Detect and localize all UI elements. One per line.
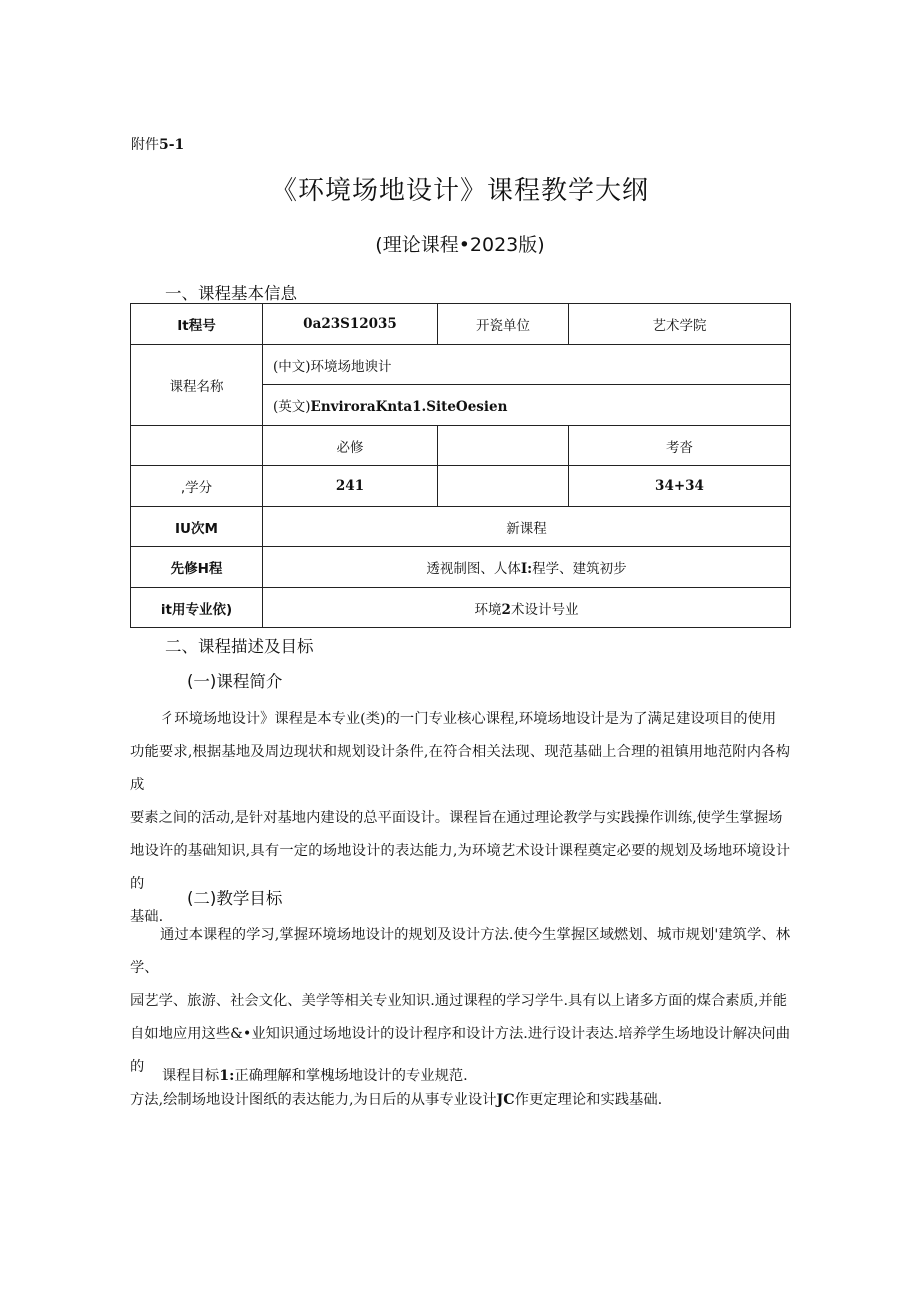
prerequisite-text-a: 透视制图、人体 xyxy=(426,561,521,577)
attachment-prefix: 附件 xyxy=(131,137,159,153)
level-value: 新课程 xyxy=(263,507,791,547)
course-goal-1 xyxy=(162,1065,468,1085)
credit-label: ,学分 xyxy=(131,466,263,507)
table-row xyxy=(131,547,791,588)
paragraph-line xyxy=(130,1084,790,1117)
course-name-en-prefix: (英文) xyxy=(273,399,311,415)
table-row xyxy=(131,588,791,628)
course-info-table xyxy=(130,303,791,628)
course-name-en xyxy=(263,385,791,426)
credit-value: 241 xyxy=(263,466,438,507)
prerequisite-mark: I: xyxy=(520,561,533,577)
paragraph-line: 园艺学、旅游、社会文化、美学等相关专业知识.通过课程的学习学牛.具有以上诸多方面的煤合素质,并能 xyxy=(130,993,787,1009)
empty-cell xyxy=(438,426,569,466)
paragraph-line: 自如地应用这些&•业知识通过场地设计的设计程序和设计方法.进行设计表达.培养学生场地设计解决问曲的 xyxy=(130,1026,790,1075)
applicable-major-value xyxy=(263,588,791,628)
section-heading-basic-info: 一、课程基本信息 xyxy=(165,284,297,303)
teaching-goal-paragraph xyxy=(130,919,790,1117)
goal1-number: 1: xyxy=(219,1068,235,1084)
unit-value: 艺术学院 xyxy=(569,304,791,345)
paragraph-line: 地设许的基础知识,具有一定的场地设计的表达能力,为环境艺术设计课程奠定必要的规划及场地环境设计的 xyxy=(130,843,790,892)
major-mark: 2 xyxy=(501,601,511,618)
major-text-b: 术设计号业 xyxy=(510,601,579,618)
prerequisite-value xyxy=(263,547,791,588)
document-subtitle: (理论课程•2023版) xyxy=(375,234,545,256)
goal1-text: 正确理解和掌槐场地设计的专业规范. xyxy=(234,1068,468,1084)
course-code-value: 0a23S12035 xyxy=(263,304,438,345)
attachment-label xyxy=(131,134,184,154)
applicable-major-label: it用专业依) xyxy=(131,588,263,628)
table-row xyxy=(131,466,791,507)
paragraph-line: 要素之间的活动,是针对基地内建设的总平面设计。课程旨在通过理论教学与实践操作训练,使学生掌握场 xyxy=(130,810,783,826)
hours-value: 34+34 xyxy=(569,466,791,507)
prerequisite-text-b: 程学、建筑初步 xyxy=(532,561,627,577)
course-name-en-value: EnviroraKnta1.SiteOesien xyxy=(310,399,508,415)
table-row xyxy=(131,426,791,466)
subheading-intro: (一)课程简介 xyxy=(187,672,283,691)
table-row xyxy=(131,507,791,547)
prerequisite-label: 先修H程 xyxy=(131,547,263,588)
empty-cell xyxy=(438,466,569,507)
table-row xyxy=(131,345,791,385)
paragraph-line: 通过本课程的学习,掌握环境场地设计的规划及设计方法.使今生掌握区域燃划、城市规划'建筑学、林学、 xyxy=(130,927,790,976)
goal-text-b: 作更定理论和实践基础. xyxy=(514,1092,663,1108)
section-heading-description: 二、课程描述及目标 xyxy=(165,637,314,656)
paragraph-line: 基础. xyxy=(130,909,164,925)
course-code-label: It程号 xyxy=(131,304,263,345)
paragraph-line: 功能要求,根据基地及周边现状和规划设计条件,在符合相关法现、现范基础上合理的祖镇用地范附内各构成 xyxy=(130,744,790,793)
subheading-goals: (二)教学目标 xyxy=(187,889,283,908)
course-name-cn: (中文)环境场地谀计 xyxy=(263,345,791,385)
major-text-a: 环境 xyxy=(474,601,502,618)
goal1-label: 课程目标 xyxy=(162,1068,220,1084)
document-title: 《环境场地设计》课程教学大纲 xyxy=(270,176,649,206)
assessment-value: 考沓 xyxy=(569,426,791,466)
empty-cell xyxy=(131,426,263,466)
attachment-number: 5-1 xyxy=(159,137,185,153)
level-label: IU次M xyxy=(131,507,263,547)
goal-text-a: 方法,绘制场地设计图纸的表达能力,为日后的从事专业设计 xyxy=(130,1092,497,1108)
course-name-label: 课程名称 xyxy=(131,345,263,426)
goal-mark: JC xyxy=(496,1092,515,1108)
unit-label: 开瓷单位 xyxy=(438,304,569,345)
course-type-value: 必修 xyxy=(263,426,438,466)
paragraph-line: 彳环境场地设计》课程是本专业(类)的一门专业核心课程,环境场地设计是为了满足建设项目的使用 xyxy=(160,711,777,727)
table-row xyxy=(131,304,791,345)
